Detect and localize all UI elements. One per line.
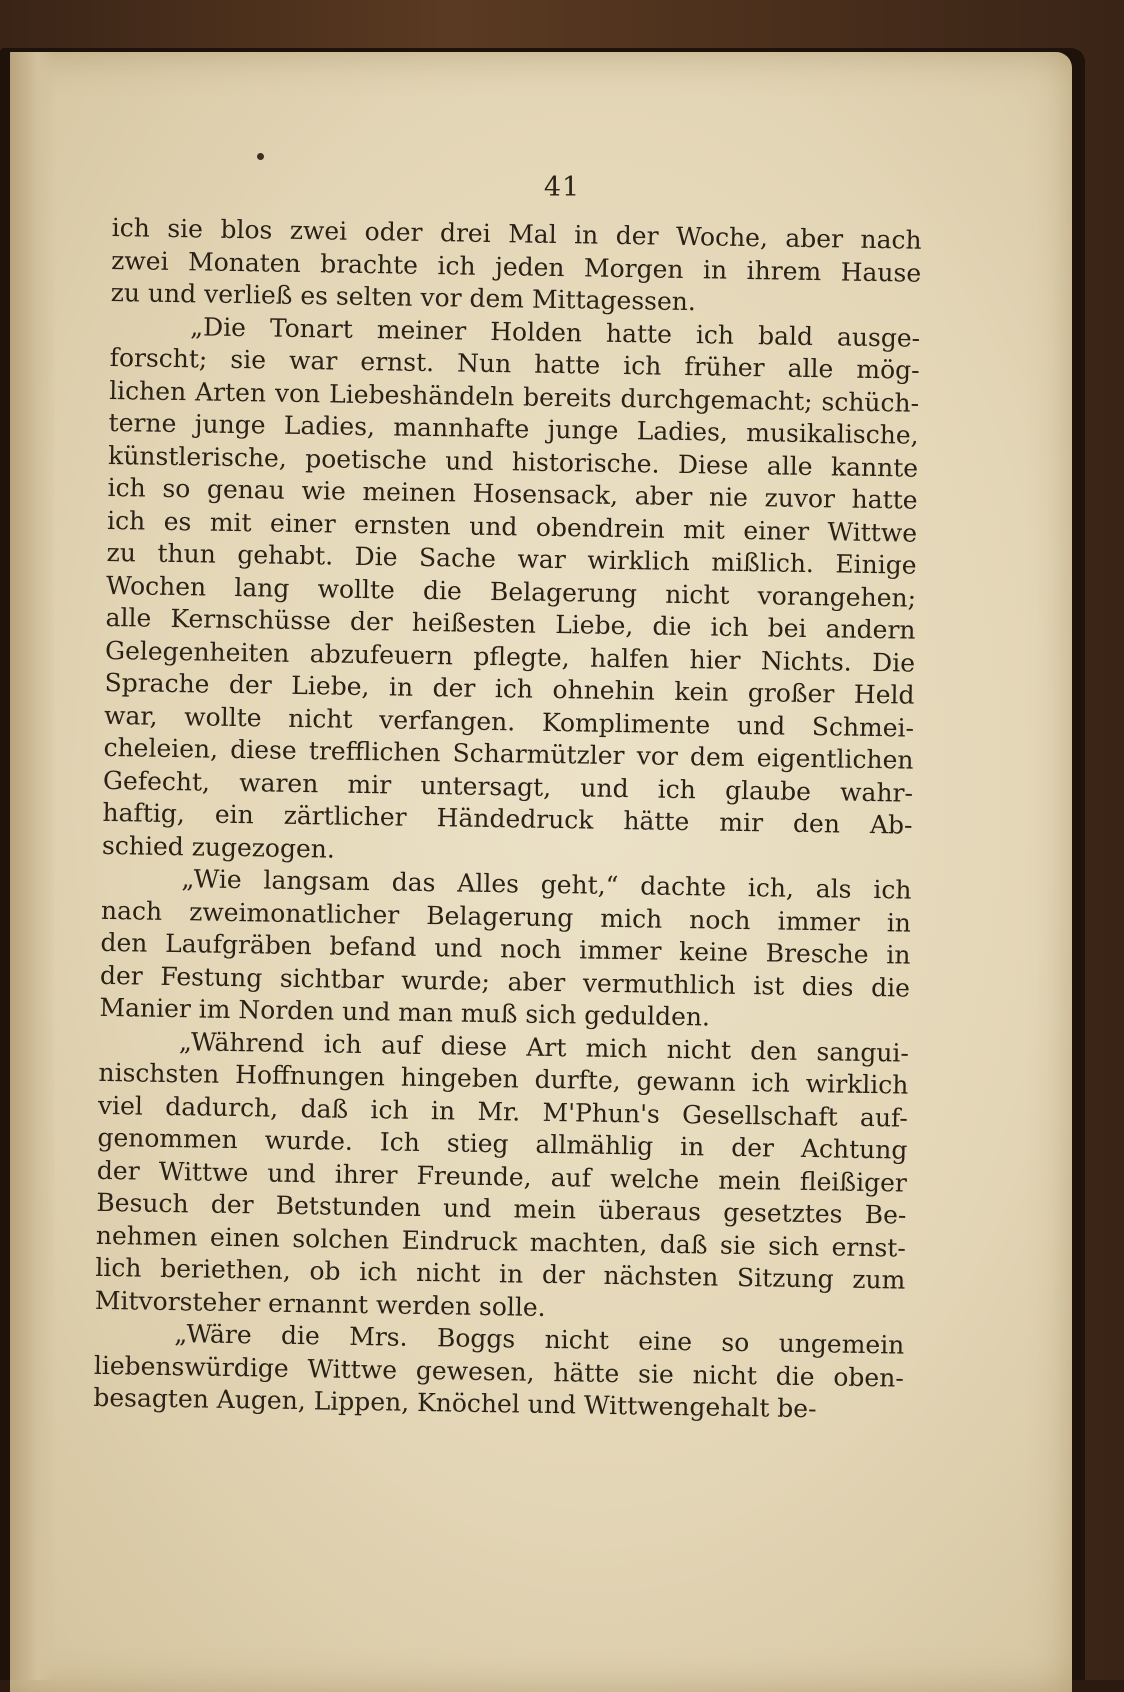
text-line: cheleien, diese trefflichen Scharmützler vor dem eigentlichen — [103, 732, 914, 775]
text-line: ich so genau wie meinen Hosensack, aber nie zuvor hatte — [107, 472, 918, 515]
text-line: liebenswürdige Wittwe gewesen, hätte sie nicht die oben- — [93, 1350, 905, 1393]
paragraph — [110, 212, 921, 322]
paragraph — [99, 862, 911, 1037]
text-line: „Die Tonart meiner Holden hatte ich bald ausge- — [189, 311, 921, 353]
text-line: Gelegenheiten abzufeuern pflegte, halfen hier Nichts. Die — [104, 635, 916, 678]
text-line: genommen wurde. Ich stieg allmählig in der Achtung — [97, 1122, 908, 1165]
text-line: lich beriethen, ob ich nicht in der nächsten Sitzung zum — [95, 1252, 906, 1295]
text-line: haftig, ein zärtlicher Händedruck hätte mir den Ab- — [102, 797, 913, 840]
text-line: zu und verließ es selten vor dem Mittagessen. — [110, 277, 697, 317]
text-line: Sprache der Liebe, in der ich ohnehin kein großer Held — [104, 667, 915, 710]
paragraph — [93, 1317, 904, 1427]
text-line: den Laufgräben befand und noch immer keine Bresche in — [100, 927, 911, 970]
text-line: Manier im Norden und man muß sich gedulden. — [99, 992, 711, 1032]
text-line: „Während ich auf diese Art mich nicht den sangui- — [178, 1026, 910, 1068]
body-text — [93, 212, 922, 1427]
page-number: 41 — [543, 172, 581, 203]
text-line: terne junge Ladies, mannhafte junge Ladies, musikalische, — [108, 407, 919, 450]
text-line: schied zugezogen. — [101, 830, 336, 864]
ink-dot — [257, 153, 264, 160]
text-line: nach zweimonatlicher Belagerung mich noch immer in — [100, 895, 912, 938]
text-line: der Wittwe und ihrer Freunde, auf welche mein fleißiger — [96, 1155, 908, 1198]
text-line: Wochen lang wollte die Belagerung nicht vorangehen; — [105, 570, 917, 613]
text-line: ich es mit einer ernsten und obendrein mit einer Wittwe — [106, 505, 918, 548]
text-line: besagten Augen, Lippen, Knöchel und Wittwengehalt be- — [93, 1382, 817, 1424]
text-line: war, wollte nicht verfangen. Komplimente und Schmei- — [103, 700, 915, 743]
paragraph — [95, 1024, 909, 1329]
page-gutter — [10, 52, 56, 1680]
text-line: zwei Monaten brachte ich jeden Morgen in ihrem Hause — [111, 245, 922, 288]
text-line: Gefecht, waren mir untersagt, und ich glaube wahr- — [102, 765, 914, 808]
text-line: „Wäre die Mrs. Boggs nicht eine so ungemein — [174, 1319, 905, 1360]
text-line: ich sie blos zwei oder drei Mal in der Woche, aber nach — [111, 212, 922, 255]
text-line: „Wie langsam das Alles geht,“ dachte ich, als ich — [181, 864, 912, 905]
paragraph — [102, 309, 921, 874]
text-line: lichen Arten von Liebeshändeln bereits durchgemacht; schüch- — [108, 375, 920, 418]
text-line: zu thun gehabt. Die Sache war wirklich mißlich. Einige — [106, 537, 917, 580]
text-line: viel dadurch, daß ich in Mr. M'Phun's Gesellschaft auf- — [97, 1090, 909, 1133]
text-line: Besuch der Betstunden und mein überaus gesetztes Be- — [96, 1187, 907, 1230]
text-line: der Festung sichtbar wurde; aber vermuthlich ist dies die — [99, 960, 911, 1003]
text-line: alle Kernschüsse der heißesten Liebe, die ich bei andern — [105, 602, 916, 645]
text-line: Mitvorsteher ernannt werden solle. — [94, 1285, 546, 1322]
text-line: nehmen einen solchen Eindruck machten, daß sie sich ernst- — [95, 1220, 907, 1263]
text-line: forscht; sie war ernst. Nun hatte ich früher alle mög- — [109, 342, 920, 385]
text-line: nischsten Hoffnungen hingeben durfte, gewann ich wirklich — [98, 1057, 909, 1100]
text-line: künstlerische, poetische und historische. Diese alle kannte — [107, 440, 919, 483]
